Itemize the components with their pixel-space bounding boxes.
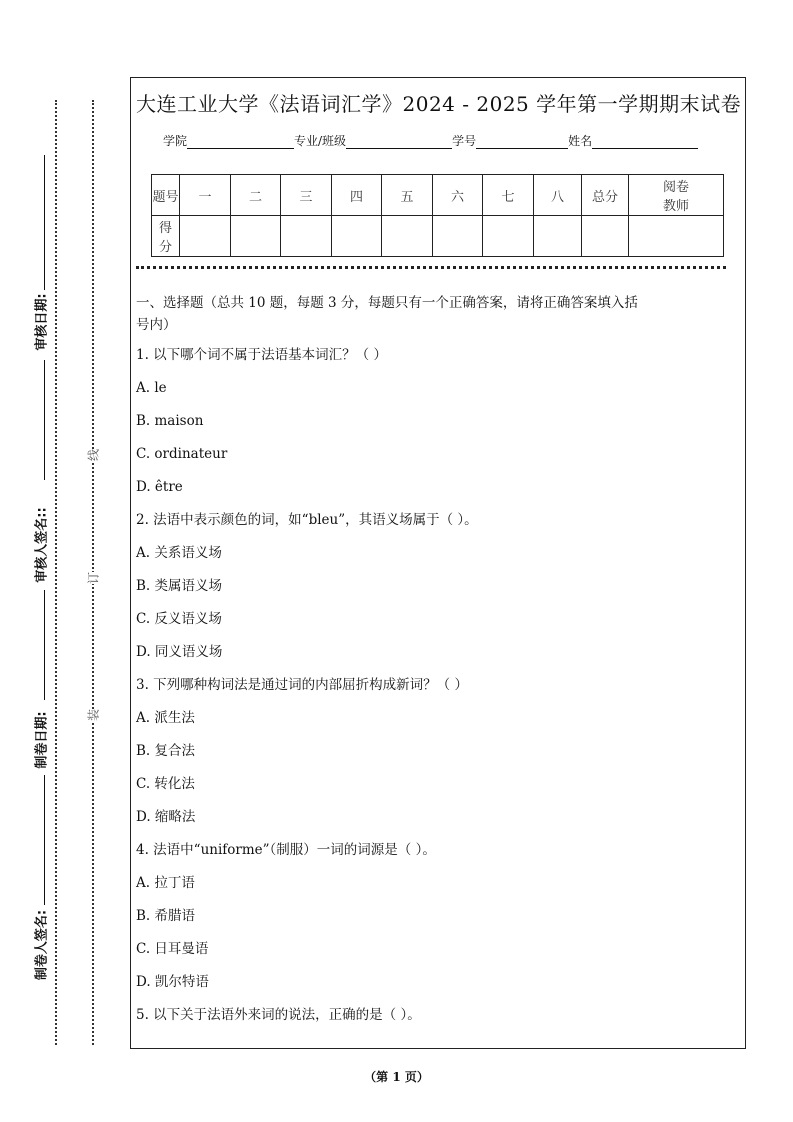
major-field[interactable] xyxy=(346,134,452,149)
answer-option: B. 复合法 xyxy=(136,743,196,759)
header-cell: 二 xyxy=(231,175,281,216)
paper-date-label: 制卷日期: xyxy=(34,711,50,769)
signature-line xyxy=(44,360,45,480)
college-label: 学院 xyxy=(163,134,188,148)
exam-title: 大连工业大学《法语词汇学》2024 - 2025 学年第一学期期末试卷 xyxy=(136,92,742,116)
header-cell: 八 xyxy=(534,175,582,216)
score-cell[interactable] xyxy=(534,216,582,257)
answer-option: C. 日耳曼语 xyxy=(136,941,209,957)
answer-option: D. 缩略法 xyxy=(136,809,196,825)
signature-line xyxy=(44,155,45,290)
answer-option: B. 类属语义场 xyxy=(136,578,223,594)
score-row-label: 得分 xyxy=(152,216,180,257)
answer-option: A. 关系语义场 xyxy=(136,545,222,561)
dotted-line-outer xyxy=(55,100,57,1045)
name-field[interactable] xyxy=(592,134,698,149)
page-number: （第 1 页） xyxy=(364,1070,429,1084)
header-cell: 总分 xyxy=(582,175,629,216)
binding-mark-zhuang: 装 xyxy=(86,708,101,722)
score-cell[interactable] xyxy=(433,216,483,257)
answer-option: A. le xyxy=(136,380,167,396)
answer-option: D. 同义语义场 xyxy=(136,644,223,660)
review-date-label: 审核日期: xyxy=(34,293,50,351)
answer-option: B. 希腊语 xyxy=(136,908,196,924)
question-stem: 5. 以下关于法语外来词的说法，正确的是（ ）。 xyxy=(136,1007,421,1023)
major-label: 专业/班级 xyxy=(294,134,347,148)
answer-option: C. 反义语义场 xyxy=(136,611,222,627)
header-cell: 四 xyxy=(332,175,382,216)
question-section xyxy=(136,292,736,1038)
question-stem: 4. 法语中“uniforme”（制服）一词的词源是（ ）。 xyxy=(136,842,436,858)
answer-option: A. 拉丁语 xyxy=(136,875,195,891)
exam-frame xyxy=(130,77,746,1049)
answer-option: B. maison xyxy=(136,413,204,429)
question-stem: 1. 以下哪个词不属于法语基本词汇？（ ） xyxy=(136,347,387,363)
student-id-field[interactable] xyxy=(476,134,568,149)
header-cell: 阅卷教师 xyxy=(629,175,724,216)
answer-option: C. ordinateur xyxy=(136,446,228,462)
header-cell: 题号 xyxy=(152,175,180,216)
score-cell[interactable] xyxy=(332,216,382,257)
question-stem: 2. 法语中表示颜色的词，如“bleu”，其语义场属于（ ）。 xyxy=(136,512,478,528)
score-row xyxy=(152,216,724,257)
header-cell: 一 xyxy=(180,175,231,216)
answer-option: A. 派生法 xyxy=(136,710,195,726)
answer-option: D. être xyxy=(136,479,183,495)
score-table-header xyxy=(152,175,724,216)
score-cell[interactable] xyxy=(629,216,724,257)
question-stem: 3. 下列哪种构词法是通过词的内部屈折构成新词？（ ） xyxy=(136,677,468,693)
reviewer-signature-label: 审核人签名:: xyxy=(34,507,50,583)
binding-mark-ding: 订 xyxy=(86,571,101,585)
answer-option: D. 凯尔特语 xyxy=(136,974,209,990)
score-cell[interactable] xyxy=(382,216,433,257)
score-cell[interactable] xyxy=(231,216,281,257)
signature-line xyxy=(44,590,45,700)
score-cell[interactable] xyxy=(180,216,231,257)
score-cell[interactable] xyxy=(483,216,534,257)
college-field[interactable] xyxy=(187,134,294,149)
signature-line xyxy=(44,775,45,905)
header-cell: 五 xyxy=(382,175,433,216)
paper-author-signature-label: 制卷人签名: xyxy=(34,909,50,981)
score-cell[interactable] xyxy=(582,216,629,257)
header-cell: 七 xyxy=(483,175,534,216)
dotted-separator xyxy=(136,266,726,269)
header-cell: 三 xyxy=(281,175,332,216)
binding-mark-xian: 线 xyxy=(86,448,101,462)
answer-option: C. 转化法 xyxy=(136,776,195,792)
score-cell[interactable] xyxy=(281,216,332,257)
section-heading: 一、选择题（总共 10 题，每题 3 分，每题只有一个正确答案，请将正确答案填入括 号内） xyxy=(136,295,638,333)
header-cell: 六 xyxy=(433,175,483,216)
score-table xyxy=(151,174,724,257)
id-label: 学号 xyxy=(452,134,477,148)
name-label: 姓名 xyxy=(568,134,593,148)
student-info xyxy=(163,132,698,149)
